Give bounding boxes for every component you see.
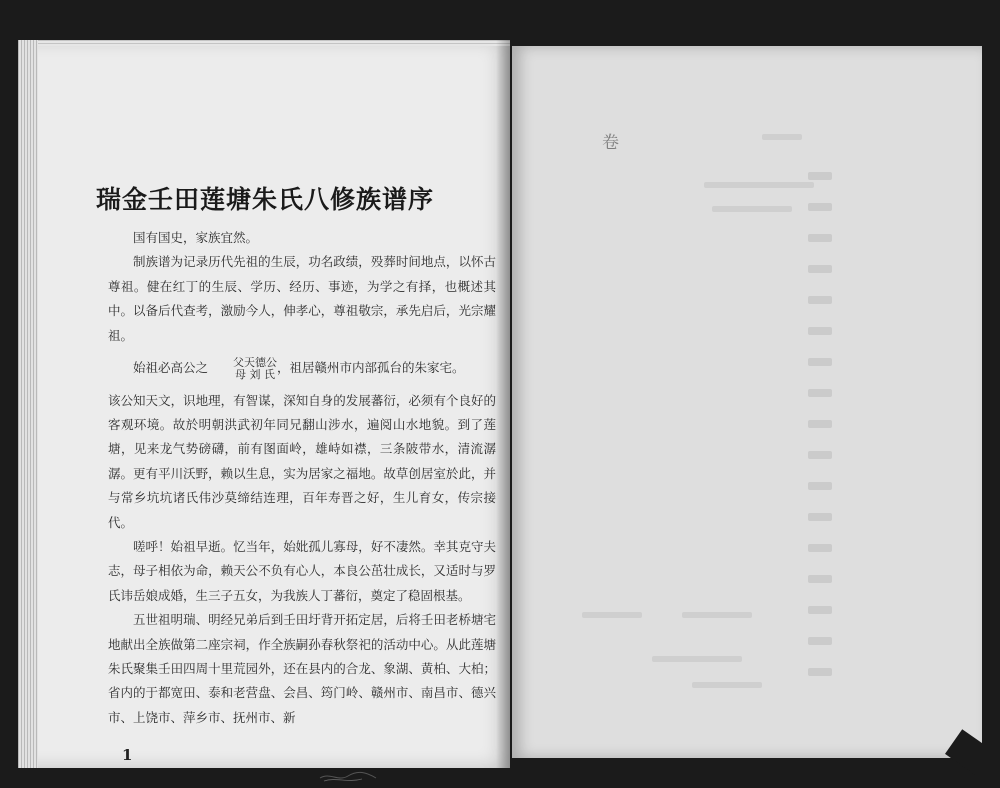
background-edge bbox=[982, 46, 1000, 786]
binding-gutter-shadow bbox=[496, 40, 510, 768]
left-page bbox=[18, 40, 510, 768]
paragraph-4: 嗟呼！始祖早逝。忆当年，始妣孤儿寡母，好不凄然。幸其克守夫志，母子相依为命，赖天公不负有心人，本良公茁壮成长，又适时与罗氏讳岳娘成婚，生三子五女，为我族人丁蕃衍，奠定了稳固根基。 bbox=[108, 538, 496, 603]
ancestor-line-before: 始祖必高公之 bbox=[133, 360, 209, 376]
page-number: 1 bbox=[122, 746, 133, 764]
pen-mark bbox=[318, 768, 378, 784]
paragraph-5: 五世祖明瑞、明经兄弟后到壬田圩背开拓定居，后将壬田老桥塘宅地献出全族做第二座宗祠，作全族嗣孙春秋祭祀的活动中心。从此莲塘朱氏聚集壬田四周十里荒园外，还在县内的合龙、象湖、黄柏、大柏；省内的于都宽田、泰和老营盘、会昌、筠门岭、赣州市、南昌市、德兴市、上饶市、萍乡市、抚州市、新 bbox=[108, 612, 496, 725]
parents-annotation bbox=[208, 357, 277, 381]
ancestor-line-after: ，祖居赣州市内部孤台的朱家宅。 bbox=[277, 360, 465, 376]
mother-name: 母 刘 氏 bbox=[235, 367, 276, 381]
page-stack-top-edge bbox=[38, 40, 510, 46]
document-title: 瑞金壬田莲塘朱氏八修族谱序 bbox=[96, 185, 435, 214]
paragraph-3: 该公知天文，识地理，有智谋，深知自身的发展蕃衍，必须有个良好的客观环境。故於明朝洪武初年同兄翻山涉水，遍阅山水地貌。到了莲塘，见来龙气势磅礴，前有图面岭，雄峙如襟，三条陂带水，清流潺潺。更有平川沃野，赖以生息，实为居家之福地。故草创居室於此，并与常乡坑坑诸氏伟沙莫缔结连理，百年寿晋之好，生儿育女，传宗接代。 bbox=[108, 392, 496, 530]
ancestor-line bbox=[108, 356, 496, 381]
preface-body bbox=[108, 226, 496, 730]
father-name: 父天德公 bbox=[233, 355, 278, 369]
bleed-through-glyph: 卷 bbox=[602, 133, 619, 153]
bleed-through-marks bbox=[808, 172, 832, 699]
page-stack-edge bbox=[18, 40, 38, 768]
paragraph-1: 国有国史，家族宜然。 bbox=[133, 230, 259, 245]
paragraph-2: 制族谱为记录历代先祖的生辰，功名政绩，殁葬时间地点，以怀古尊祖。健在红丁的生辰、学历、经历、事迹，为学之有择，也概述其中。以备后代查考，激励今人，伸孝心，尊祖敬宗，承先启后，光宗耀祖。 bbox=[108, 254, 496, 343]
right-page bbox=[512, 46, 982, 758]
